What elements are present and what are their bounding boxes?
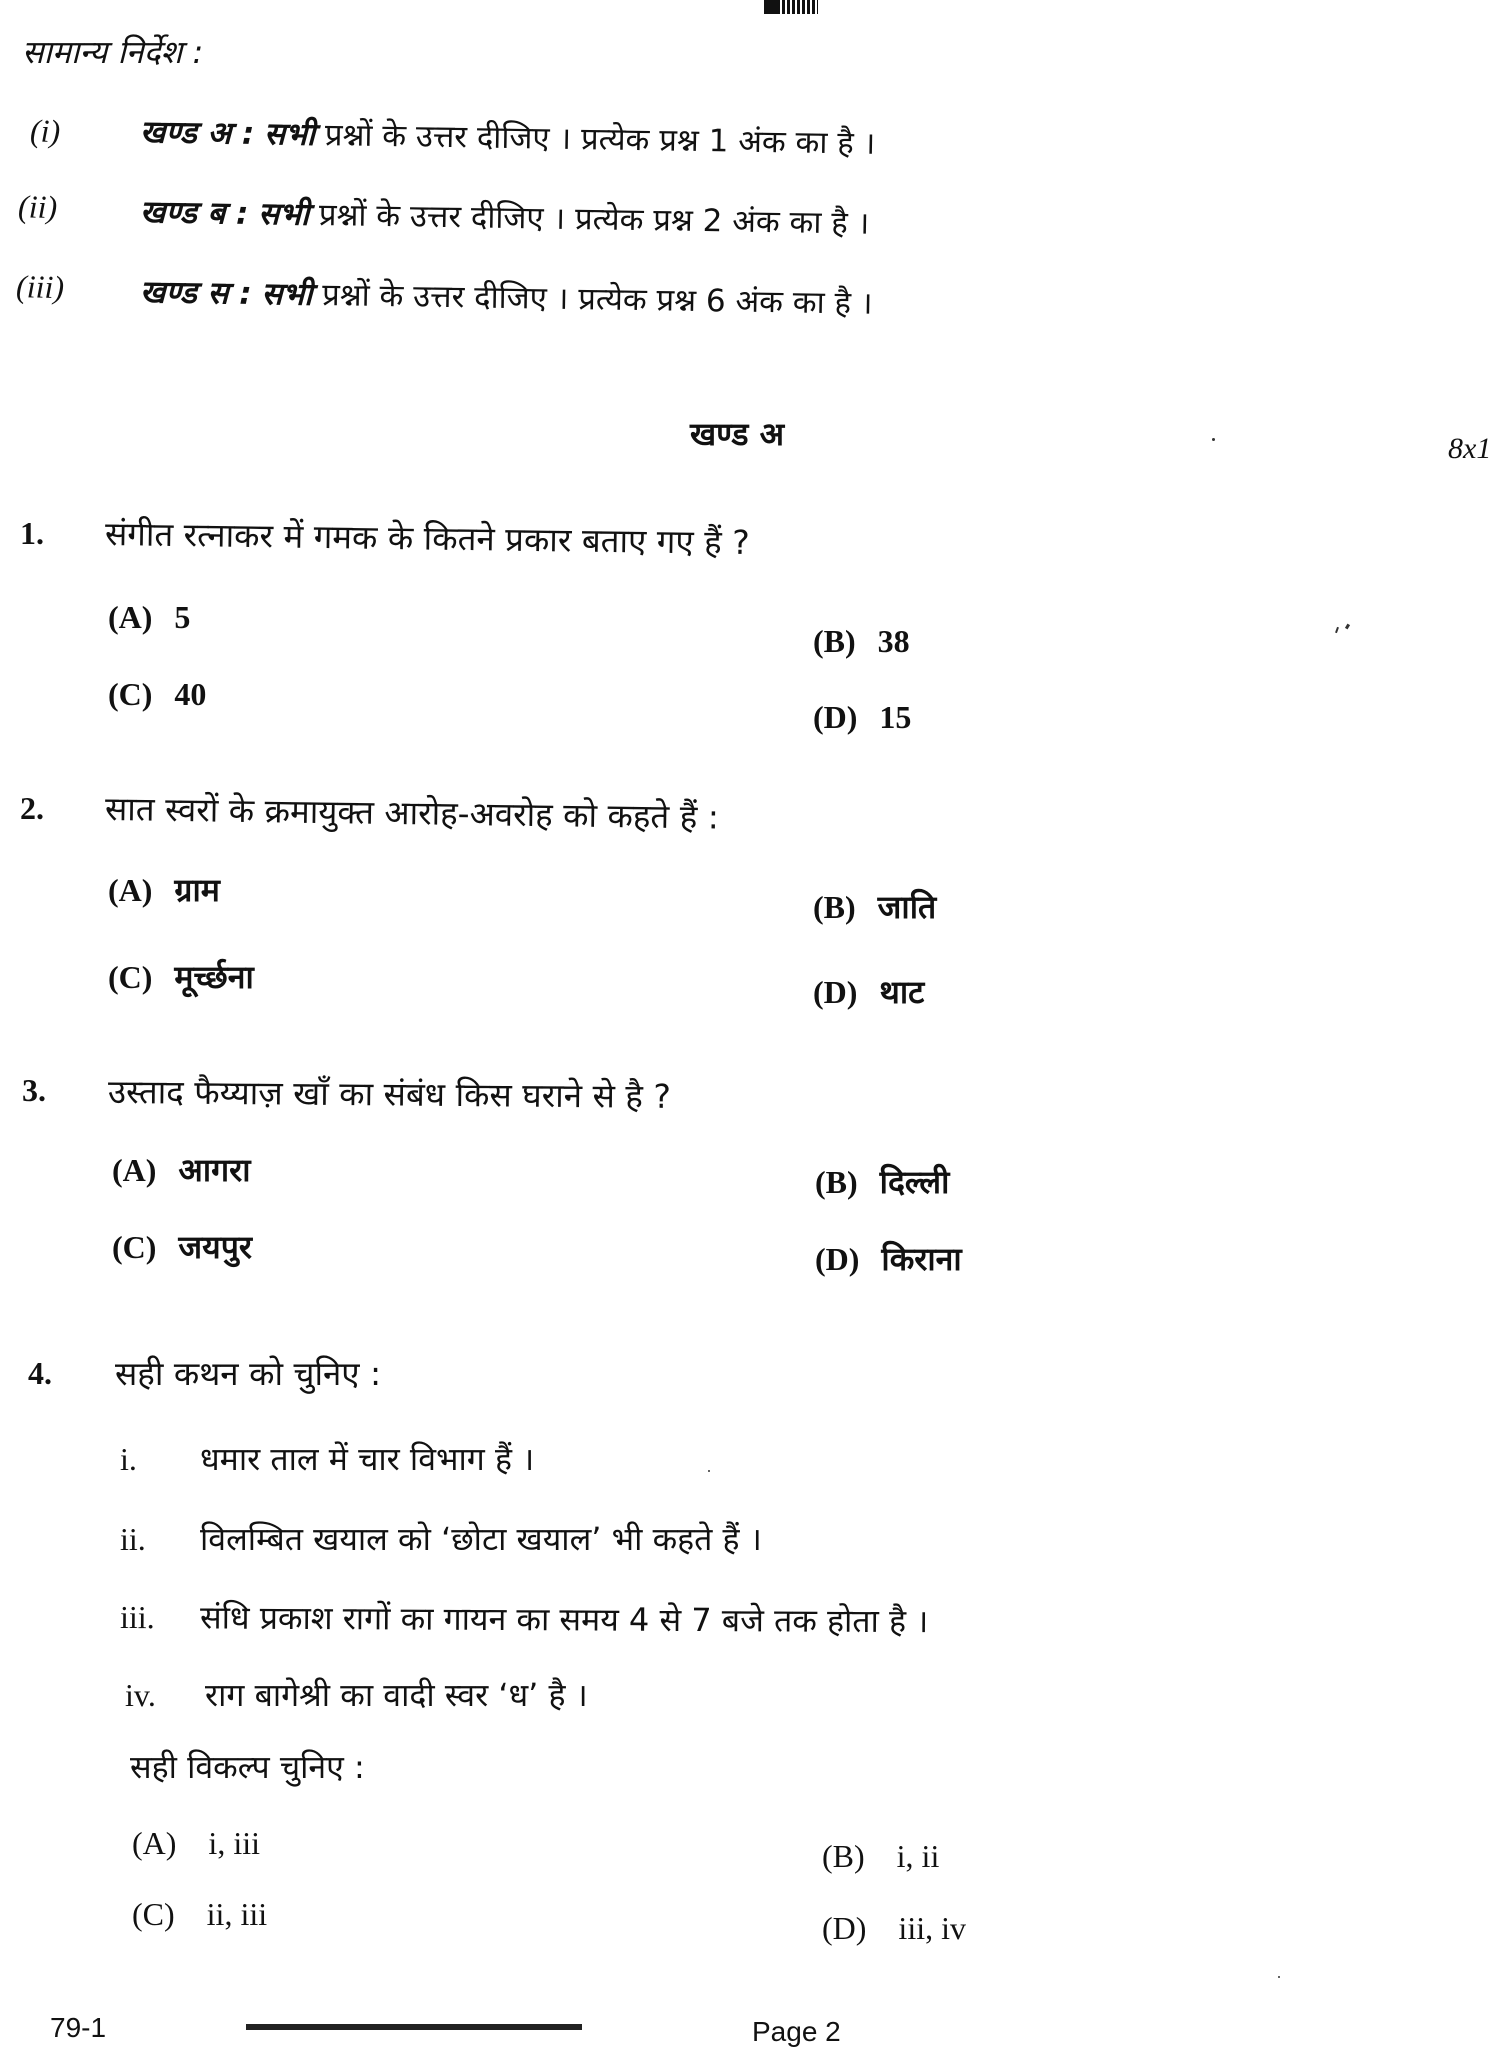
instruction-number: (iii)	[15, 268, 65, 306]
option-label: (A)	[108, 872, 153, 908]
option-label: (C)	[108, 676, 153, 712]
option-label: (D)	[813, 699, 858, 735]
option-label: (B)	[815, 1164, 858, 1200]
scan-mark	[1345, 624, 1350, 630]
statement-number: i.	[120, 1441, 137, 1477]
question-text: सही कथन को चुनिए :	[115, 1354, 382, 1393]
option-label: (A)	[108, 599, 153, 635]
instruction-text: प्रश्नों के उत्तर दीजिए । प्रत्येक प्रश्न 2 अंक का है ।	[318, 197, 870, 242]
option-value: i, iii	[208, 1825, 260, 1861]
instruction-section: खण्ड ब :	[139, 194, 249, 232]
question-number: 3.	[22, 1072, 46, 1108]
general-instructions-title: सामान्य निर्देश :	[22, 33, 204, 71]
instruction-all: सभी	[263, 116, 316, 153]
option-value: iii, iv	[898, 1910, 966, 1946]
instruction-item	[0, 188, 1200, 257]
option-label: (C)	[112, 1229, 157, 1265]
paper-code: 79-1	[50, 2012, 107, 2043]
option-d[interactable]	[822, 1910, 966, 1947]
statement-text: संधि प्रकाश रागों का गायन का समय 4 से 7 बजे तक होता है ।	[199, 1598, 929, 1641]
instruction-number: (i)	[29, 112, 61, 149]
instruction-all: सभी	[261, 276, 313, 313]
option-c[interactable]	[108, 675, 206, 713]
statement-number: ii.	[120, 1521, 146, 1557]
instruction-text: प्रश्नों के उत्तर दीजिए । प्रत्येक प्रश्न 6 अंक का है ।	[321, 277, 873, 322]
option-b[interactable]	[822, 1838, 939, 1875]
option-value: ii, iii	[206, 1896, 268, 1932]
option-label: (A)	[132, 1825, 177, 1861]
option-value: 5	[174, 599, 191, 635]
option-value: मूर्च्छना	[174, 958, 254, 996]
barcode-block	[764, 0, 780, 14]
option-value: किराना	[881, 1240, 962, 1278]
instruction-number: (ii)	[17, 188, 58, 225]
instruction-all: सभी	[257, 196, 310, 233]
barcode-pattern	[782, 0, 818, 14]
header-barcode-mark	[764, 0, 820, 14]
option-a[interactable]	[108, 598, 190, 636]
page-number: Page 2	[752, 2016, 841, 2047]
option-b[interactable]	[815, 1160, 949, 1203]
statement-number: iv.	[125, 1677, 156, 1713]
scan-speck	[1212, 438, 1215, 441]
option-a[interactable]	[112, 1148, 251, 1191]
statement-text: विलम्बित खयाल को ‘छोटा खयाल’ भी कहते हैं ।	[200, 1520, 762, 1558]
question-text: उस्ताद फैय्याज़ खाँ का संबंध किस घराने से है ?	[107, 1072, 672, 1116]
option-value: जाति	[877, 888, 937, 926]
option-c[interactable]	[112, 1225, 252, 1268]
option-label: (B)	[822, 1838, 865, 1874]
instruction-item	[0, 108, 1200, 177]
option-c[interactable]	[132, 1896, 267, 1933]
section-marks: 8x1	[1448, 432, 1492, 465]
option-value: 40	[174, 676, 207, 712]
instruction-section: खण्ड स :	[139, 274, 252, 312]
option-c[interactable]	[108, 955, 254, 998]
option-value: 38	[877, 623, 910, 659]
option-value: 15	[879, 699, 912, 735]
option-b[interactable]	[813, 622, 910, 660]
option-label: (D)	[822, 1910, 867, 1946]
statement-item	[125, 1673, 588, 1716]
option-value: जयपुर	[178, 1228, 252, 1266]
statement-item	[120, 1595, 929, 1642]
instruction-text: प्रश्नों के उत्तर दीजिए । प्रत्येक प्रश्न 1 अंक का है ।	[324, 117, 876, 162]
section-title: खण्ड अ	[690, 415, 785, 453]
question-number: 4.	[28, 1355, 52, 1391]
option-label: (B)	[813, 889, 856, 925]
option-label: (B)	[813, 623, 856, 659]
question-number: 1.	[20, 515, 44, 551]
option-value: थाट	[879, 973, 925, 1011]
option-label: (D)	[815, 1241, 860, 1277]
option-b[interactable]	[813, 885, 936, 928]
statement-text: धमार ताल में चार विभाग हैं ।	[200, 1440, 535, 1478]
statement-number: iii.	[119, 1599, 155, 1636]
option-a[interactable]	[108, 868, 220, 911]
scan-speck	[1278, 1976, 1280, 1978]
statement-item	[120, 1517, 762, 1560]
option-value: i, ii	[896, 1838, 940, 1874]
question-text: सात स्वरों के क्रमायुक्त आरोह-अवरोह को कहते हैं :	[104, 789, 720, 837]
choose-option-prompt: सही विकल्प चुनिए :	[130, 1748, 365, 1786]
question-number: 2.	[20, 790, 44, 826]
option-a[interactable]	[132, 1825, 260, 1862]
option-value: दिल्ली	[879, 1163, 950, 1201]
option-value: आगरा	[178, 1151, 251, 1189]
option-label: (C)	[108, 959, 153, 995]
option-value: ग्राम	[174, 871, 220, 909]
option-d[interactable]	[813, 970, 924, 1013]
option-d[interactable]	[813, 698, 911, 736]
statement-text: राग बागेश्री का वादी स्वर ‘ध’ है ।	[205, 1676, 588, 1714]
option-label: (C)	[132, 1896, 175, 1932]
scan-mark	[1335, 627, 1339, 633]
instruction-section: खण्ड अ :	[139, 114, 255, 152]
scan-speck	[708, 1470, 710, 1472]
option-label: (A)	[112, 1152, 157, 1188]
option-d[interactable]	[815, 1237, 962, 1280]
statement-item	[120, 1437, 534, 1480]
question-text: संगीत रत्नाकर में गमक के कितने प्रकार बताए गए हैं ?	[104, 514, 750, 562]
instruction-item	[0, 268, 1200, 337]
option-label: (D)	[813, 974, 858, 1010]
footer-rule	[246, 2024, 582, 2030]
